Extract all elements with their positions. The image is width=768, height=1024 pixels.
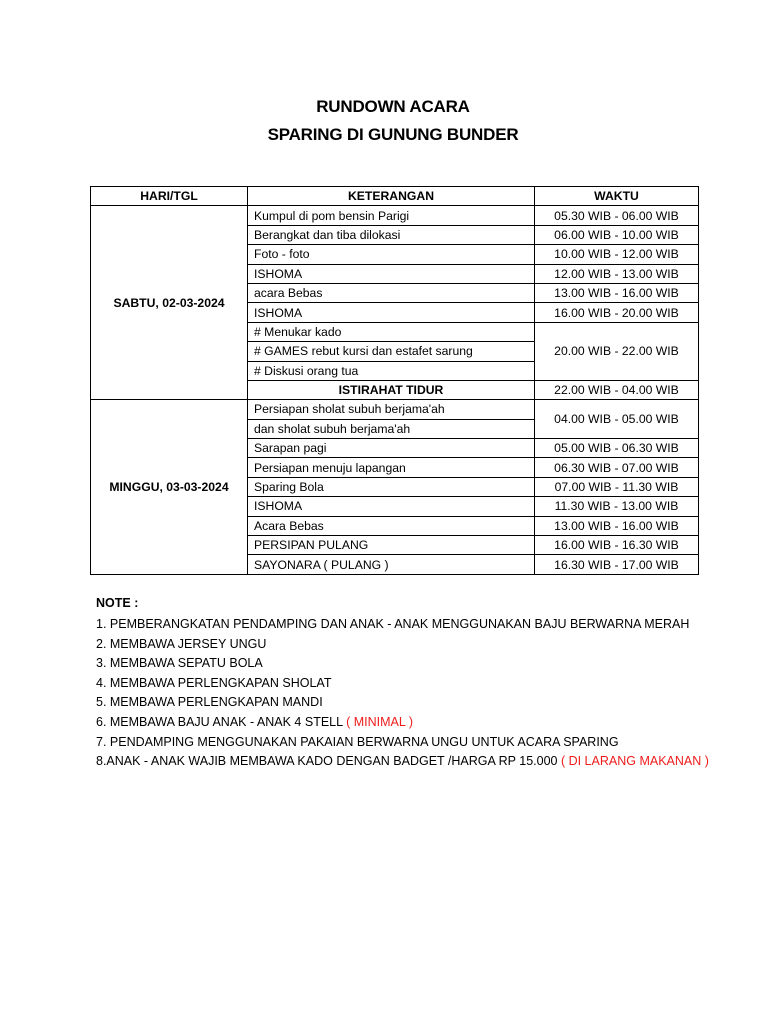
day-cell-sabtu: SABTU, 02-03-2024 <box>91 206 248 400</box>
waktu-cell: 05.00 WIB - 06.30 WIB <box>535 439 699 458</box>
waktu-cell: 22.00 WIB - 04.00 WIB <box>535 380 699 399</box>
note-highlight: ( DI LARANG MAKANAN ) <box>560 754 709 769</box>
waktu-cell: 06.30 WIB - 07.00 WIB <box>535 458 699 477</box>
waktu-cell: 05.30 WIB - 06.00 WIB <box>535 206 699 225</box>
waktu-cell: 10.00 WIB - 12.00 WIB <box>535 245 699 264</box>
waktu-cell: 11.30 WIB - 13.00 WIB <box>535 497 699 516</box>
table-row <box>91 400 699 419</box>
waktu-cell: 13.00 WIB - 16.00 WIB <box>535 516 699 535</box>
rundown-table <box>90 186 699 575</box>
note-item <box>96 635 709 655</box>
document-title: RUNDOWN ACARA <box>316 97 470 116</box>
note-item <box>96 752 709 772</box>
waktu-cell: 04.00 WIB - 05.00 WIB <box>535 400 699 439</box>
note-text: 6. MEMBAWA BAJU ANAK - ANAK 4 STELL <box>96 714 347 729</box>
note-text: 4. MEMBAWA PERLENGKAPAN SHOLAT <box>96 675 332 690</box>
keterangan-cell: Persiapan sholat subuh berjama'ah <box>248 400 535 419</box>
keterangan-cell: dan sholat subuh berjama'ah <box>248 419 535 438</box>
note-item <box>96 615 709 635</box>
keterangan-cell: Foto - foto <box>248 245 535 264</box>
waktu-cell: 16.30 WIB - 17.00 WIB <box>535 555 699 574</box>
keterangan-cell: Kumpul di pom bensin Parigi <box>248 206 535 225</box>
waktu-cell: 20.00 WIB - 22.00 WIB <box>535 322 699 380</box>
table-row <box>91 206 699 225</box>
table-header-row <box>91 187 699 206</box>
keterangan-cell: acara Bebas <box>248 283 535 302</box>
waktu-cell: 06.00 WIB - 10.00 WIB <box>535 225 699 244</box>
day-cell-minggu: MINGGU, 03-03-2024 <box>91 400 248 575</box>
note-text: 1. PEMBERANGKATAN PENDAMPING DAN ANAK - ANAK MENGGUNAKAN BAJU BERWARNA MERAH <box>96 617 690 631</box>
keterangan-cell: ISHOMA <box>248 264 535 283</box>
note-item <box>96 733 709 753</box>
waktu-cell: 07.00 WIB - 11.30 WIB <box>535 477 699 496</box>
note-text: 5. MEMBAWA PERLENGKAPAN MANDI <box>96 695 323 710</box>
keterangan-cell: Berangkat dan tiba dilokasi <box>248 225 535 244</box>
keterangan-cell: Acara Bebas <box>248 516 535 535</box>
keterangan-cell-istirahat: ISTIRAHAT TIDUR <box>248 380 535 399</box>
note-heading: NOTE : <box>96 596 139 610</box>
keterangan-cell: Sparing Bola <box>248 477 535 496</box>
keterangan-cell: Persiapan menuju lapangan <box>248 458 535 477</box>
note-highlight: ( MINIMAL ) <box>346 714 413 729</box>
keterangan-cell: SAYONARA ( PULANG ) <box>248 555 535 574</box>
document-subtitle: SPARING DI GUNUNG BUNDER <box>267 125 519 144</box>
keterangan-cell: Sarapan pagi <box>248 439 535 458</box>
waktu-cell: 13.00 WIB - 16.00 WIB <box>535 283 699 302</box>
header-hari: HARI/TGL <box>91 187 248 206</box>
keterangan-cell: ISHOMA <box>248 303 535 322</box>
header-keterangan: KETERANGAN <box>248 187 535 206</box>
waktu-cell: 12.00 WIB - 13.00 WIB <box>535 264 699 283</box>
note-text: 7. PENDAMPING MENGGUNAKAN PAKAIAN BERWARNA UNGU UNTUK ACARA SPARING <box>96 734 619 749</box>
waktu-cell: 16.00 WIB - 16.30 WIB <box>535 536 699 555</box>
note-item <box>96 654 709 674</box>
note-text: 3. MEMBAWA SEPATU BOLA <box>96 656 263 671</box>
note-list <box>96 615 709 772</box>
waktu-cell: 16.00 WIB - 20.00 WIB <box>535 303 699 322</box>
note-text: 8.ANAK - ANAK WAJIB MEMBAWA KADO DENGAN BADGET /HARGA RP 15.000 <box>96 754 561 769</box>
note-item <box>96 674 709 694</box>
note-item <box>96 693 709 713</box>
keterangan-cell: # Diskusi orang tua <box>248 361 535 380</box>
keterangan-cell: ISHOMA <box>248 497 535 516</box>
note-text: 2. MEMBAWA JERSEY UNGU <box>96 636 267 651</box>
keterangan-cell: # Menukar kado <box>248 322 535 341</box>
note-item <box>96 713 709 733</box>
keterangan-cell: PERSIPAN PULANG <box>248 536 535 555</box>
header-waktu: WAKTU <box>535 187 699 206</box>
keterangan-cell: # GAMES rebut kursi dan estafet sarung <box>248 342 535 361</box>
